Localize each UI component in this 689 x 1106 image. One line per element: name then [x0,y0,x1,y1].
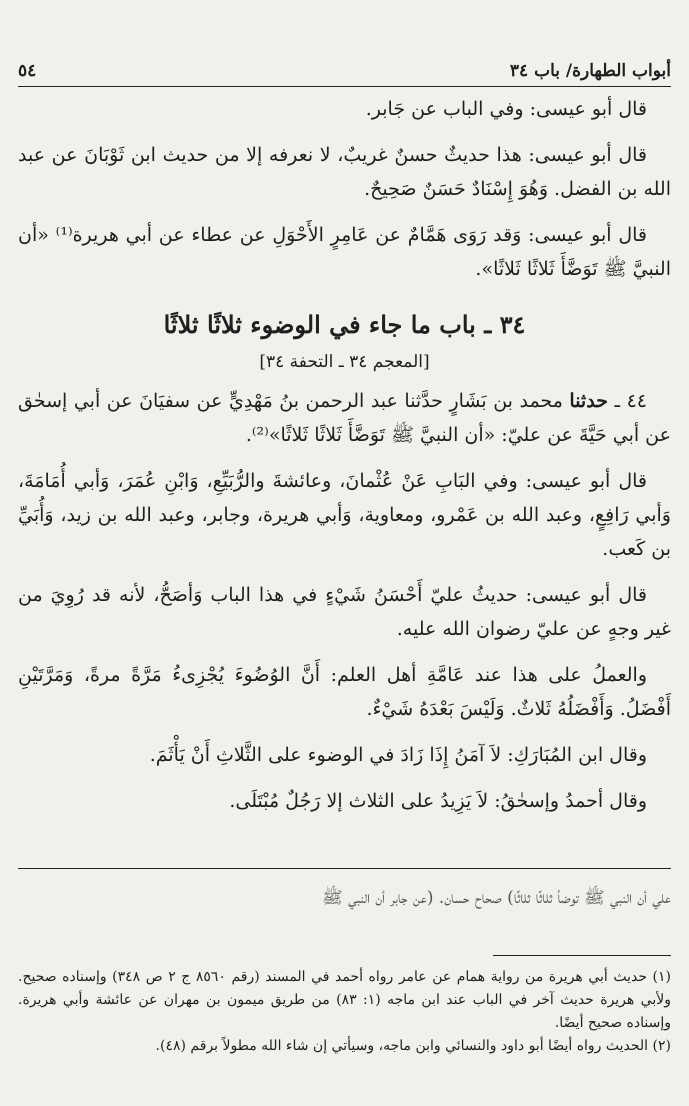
hadith-paragraph [18,384,671,452]
footnote-divider [493,955,671,956]
main-text [18,92,671,818]
footnotes [18,966,671,1058]
hadith-text: محمد بن بَشَارٍ حدَّثنا عبد الرحمن بنُ مَهْدِيٍّ عن سفيَانَ عن أبي إسحٰق عن أبي حَيَّةَ عن عليّ: «أن النبيَّ ﷺ تَوَضَّأَ ثَلاثًا ثَلاثًا»⁽²⁾. [18,390,671,446]
chapter-number: ٣٤ ـ [484,310,526,339]
hadith-number: ٤٤ ـ [614,390,647,412]
paragraph: والعملُ على هذا عند عَامَّةِ أهل العلم: أَنَّ الوُضُوءَ يُجْزِىءُ مَرَّةً مرةً، وَمَرَّتَيْنِ أَفْضَلُ. وَأَفْضَلُهُ ثَلاثٌ. وَلَيْسَ بَعْدَهُ شَيْءٌ. [18,664,671,720]
chapter-title: ما جاء في الوضوء ثلاثًا ثلاثًا [163,310,431,339]
paragraph: قال أبو عيسى: حديثُ عليّ أَحْسَنُ شَيْءٍ في هذا الباب وَأصَحُّ، لأنه قد رُوِيَ من غير وجهٍ عن عليّ رضوان الله عليه. [18,584,671,640]
paragraph: قال أبو عيسى: هذا حديثٌ حسنٌ غريبٌ، لا نعرفه إلا من حديث ابن ثَوْبَانَ عن عبد الله بن الفضل. وَهُوَ إِسْنَادٌ حَسَنٌ صَحِيحٌ. [18,144,671,200]
paragraph: قال أبو عيسى: وفي الباب عن جَابر. [365,98,647,120]
hadith-keyword: حدثنا [569,390,608,412]
running-title: أبواب الطهارة/ باب ٣٤ [509,61,671,81]
paragraph: وقال أحمدُ وإسحٰقُ: لاَ يَزِيدُ على الثلاث إلا رَجُلٌ مُبْتَلَى. [229,790,647,812]
footnote-1: (١) حديث أبي هريرة من رواية همام عن عامر رواه أحمد في المسند (رقم ٨٥٦٠ ج ٢ ص ٣٤٨) وإسناده صحيح. ولأبي هريرة حديث آخر في الباب عند ابن ماجه (١: ٨٣) من طريق ميمون بن مهران عن عائشة وأبي هريرة. وإسناده صحيح أيضًا. [18,969,671,1031]
page-number: ٥٤ [18,61,37,81]
page-header [18,56,671,87]
chapter-heading [18,308,671,342]
footnote-2: (٢) الحديث رواه أيضًا أبو داود والنسائي وابن ماجه، وسيأتي إن شاء الله مطولاً برقم (٤٨). [155,1038,671,1054]
paragraph: قال أبو عيسى: وفي البَابِ عَنْ عُثْمانَ، وعائشةَ والرُّبَيِّعِ، وَابْنِ عُمَرَ، وَأبي أُمَامَةَ، وَأبي رَافِعٍ، وعبد الله بن عَمْرو، ومعاوية، وَأبي هريرة، وجابر، وعبد الله بن زيد، وَأُبَيِّ بن كَعب. [18,470,671,560]
chapter-keyword: باب [439,310,476,339]
paragraph: قال أبو عيسى: وَقد رَوَى هَمَّامٌ عن عَامِرٍ الأَحْوَلِ عن عطاء عن أبي هريرة⁽¹⁾ «أن النبيَّ ﷺ تَوَضَّأَ ثَلاثًا ثَلاثًا». [18,224,671,280]
tahqiq-divider [18,868,671,869]
paragraph: وقال ابن المُبَارَكِ: لاَ آمَنُ إِذَا زَادَ في الوضوء على الثَّلاثِ أَنْ يَأْثَمَ. [149,744,647,766]
tahqiq-line: علي أن النبي ﷺ توضأ ثلاثًا ثلاثًا) صحاح حسان. (عن جابر أن النبي ﷺ [322,888,671,908]
chapter-refs: [المعجم ٣٤ ـ التحفة ٣٤] [259,352,430,372]
